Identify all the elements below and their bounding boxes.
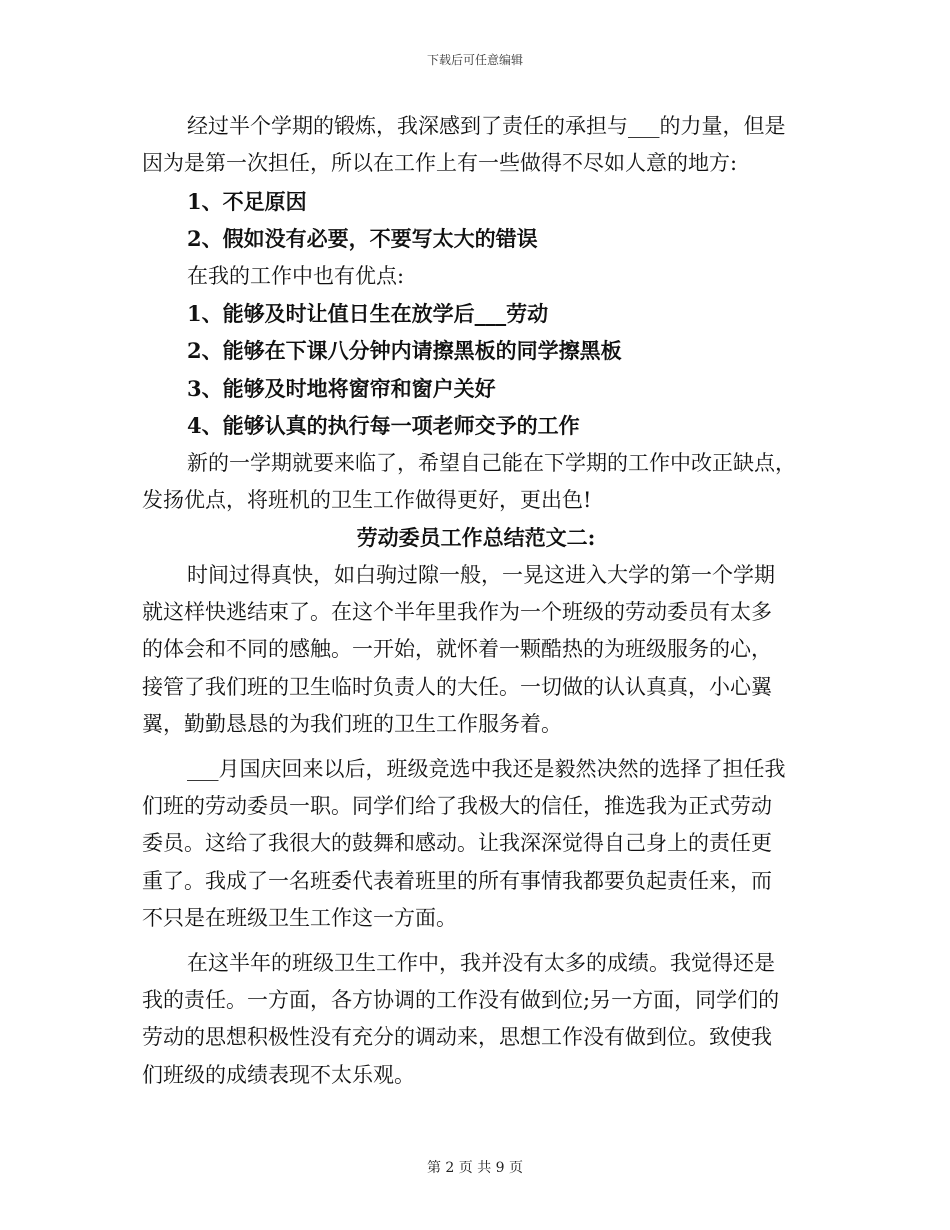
list-item: 1、能够及时让值日生在放学后___劳动 [187, 300, 549, 326]
page-header: 下载后可任意编辑 [426, 53, 523, 67]
paragraph-line: 翼，勤勤恳恳的为我们班的卫生工作服务着。 [142, 712, 562, 737]
paragraph-line: 新的一学期就要来临了，希望自己能在下学期的工作中改正缺点， [187, 450, 796, 475]
paragraph-line: ___月国庆回来以后，班级竞选中我还是毅然决然的选择了担任我 [187, 756, 786, 781]
paragraph-line: 重了。我成了一名班委代表着班里的所有事情我都要负起责任来，而 [142, 868, 772, 893]
paragraph-line: 就这样快逃结束了。在这个半年里我作为一个班级的劳动委员有太多 [142, 600, 772, 625]
paragraph-line: 发扬优点，将班机的卫生工作做得更好，更出色! [142, 487, 592, 512]
paragraph-line: 在我的工作中也有优点: [187, 263, 405, 288]
paragraph-line: 劳动的思想积极性没有充分的调动来，思想工作没有做到位。致使我 [142, 1025, 772, 1050]
list-item: 2、假如没有必要，不要写太大的错误 [187, 226, 538, 252]
list-item: 3、能够及时地将窗帘和窗户关好 [187, 375, 496, 401]
list-item: 1、不足原因 [187, 188, 307, 214]
paragraph-line: 接管了我们班的卫生临时负责人的大任。一切做的认认真真，小心翼 [142, 674, 772, 699]
list-item: 4、能够认真的执行每一项老师交予的工作 [187, 413, 580, 439]
paragraph-line: 在这半年的班级卫生工作中，我并没有太多的成绩。我觉得还是 [187, 950, 775, 975]
paragraph-line: 因为是第一次担任，所以在工作上有一些做得不尽如人意的地方: [142, 151, 738, 176]
list-item: 2、能够在下课八分钟内请擦黑板的同学擦黑板 [187, 338, 622, 364]
paragraph-line: 经过半个学期的锻炼，我深感到了责任的承担与___的力量，但是 [187, 114, 786, 138]
document-body [142, 108, 810, 1094]
paragraph-line: 我的责任。一方面，各方协调的工作没有做到位;另一方面，同学们的 [142, 987, 780, 1012]
paragraph-line: 们班的劳动委员一职。同学们给了我极大的信任，推选我为正式劳动 [142, 794, 772, 819]
paragraph-line: 时间过得真快，如白驹过隙一般，一晃这进入大学的第一个学期 [187, 562, 775, 587]
page-footer: 第 2 页 共 9 页 [426, 1160, 524, 1176]
paragraph-line: 不只是在班级卫生工作这一方面。 [142, 906, 457, 931]
paragraph-line: 委员。这给了我很大的鼓舞和感动。让我深深觉得自己身上的责任更 [142, 831, 772, 856]
paragraph-line: 们班级的成绩表现不太乐观。 [142, 1062, 415, 1087]
paragraph-line: 的体会和不同的感触。一开始，就怀着一颗酷热的为班级服务的心， [142, 637, 772, 662]
section-heading: 劳动委员工作总结范文二: [356, 525, 596, 551]
